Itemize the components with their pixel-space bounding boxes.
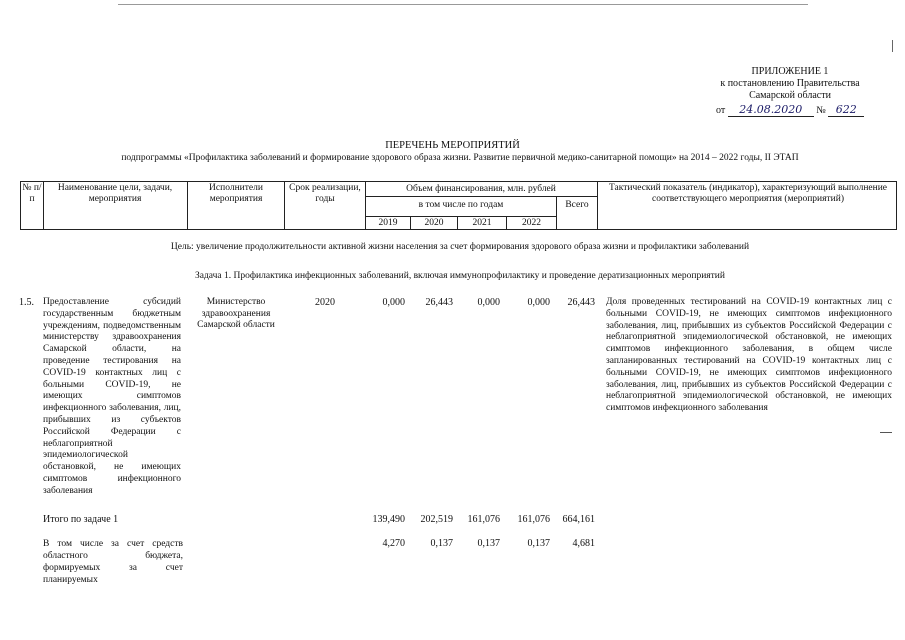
row-value-2021: 0,000 [477, 297, 500, 308]
total-value-2020: 202,519 [420, 514, 453, 525]
sub-value-2020: 0,137 [430, 538, 453, 549]
header-total: Всего [565, 200, 589, 210]
sub-value-total: 4,681 [572, 538, 595, 549]
row-term: 2020 [315, 297, 335, 308]
row-indicator: Доля проведенных тестирований на COVID-19 контактных лиц с больными COVID-19, не имеющих симптомов инфекционного заболевания, лиц, прибывших из субъектов Российской Федерации с неблагоприятной эпидемиологической обстановкой, не имеющих симптомов инфекционного заболевания, в общем числе запланированных тестирований на COVID-19 контактных лиц с больными COVID-19, не имеющих симптомов инфекционного заболевания, лиц, прибывших из субъектов Российской Федерации с неблагоприятной эпидемиологической обстановкой, не имеющих симптомов инфекционного заболевания [606, 297, 892, 414]
appendix-block [690, 66, 890, 102]
total-row-label: Итого по задаче 1 [43, 514, 119, 525]
sub-value-2021: 0,137 [477, 538, 500, 549]
appendix-line-1: к постановлению Правительства [720, 78, 860, 89]
goal-text: Цель: увеличение продолжительности активной жизни населения за счет формирования здорового образа жизни и профилактики заболеваний [170, 242, 750, 252]
header-name: Наименование цели, задачи, мероприятия [57, 183, 173, 204]
row-value-2019: 0,000 [382, 297, 405, 308]
row-name: Предоставление субсидий государственным бюджетным учреждениям, подведомственным министерству здравоохранения Самарской области, на проведение тестирования на COVID-19 контактных лиц с больными COVID-19, не имеющих симптомов инфекционного заболевания, лиц, прибывших из субъектов Российской Федерации с неблагоприятной эпидемиологической обстановкой, не имеющих симптомов инфекционного заболевания [43, 297, 181, 496]
document-title: ПЕРЕЧЕНЬ МЕРОПРИЯТИЙ [385, 140, 520, 151]
header-year-2019: 2019 [378, 218, 398, 228]
row-value-2022: 0,000 [527, 297, 550, 308]
header-year-2022: 2022 [522, 218, 541, 228]
total-value-2021: 161,076 [467, 514, 500, 525]
scan-edge-line [118, 4, 808, 5]
header-term: Срок реализации, годы [289, 183, 361, 204]
scan-edge-mark [892, 40, 893, 52]
sub-value-2022: 0,137 [527, 538, 550, 549]
number-label: № [816, 105, 826, 116]
header-year-2020: 2020 [424, 218, 444, 228]
task-text: Задача 1. Профилактика инфекционных заболеваний, включая иммунопрофилактику и проведение дератизационных мероприятий [195, 271, 725, 281]
appendix-date-line [716, 103, 886, 117]
handwritten-number: 622 [828, 103, 864, 117]
appendix-title: ПРИЛОЖЕНИЕ 1 [751, 66, 829, 77]
header-year-2021: 2021 [472, 218, 492, 228]
sub-row-label: В том числе за счет средств областного бюджета, формируемых за счет планируемых [43, 539, 183, 585]
row-executor: Министерство здравоохранения Самарской области [197, 297, 275, 330]
margin-mark [880, 432, 892, 433]
sub-value-2019: 4,270 [382, 538, 405, 549]
document-subtitle: подпрограммы «Профилактика заболеваний и формирование здорового образа жизни. Развитие первичной медико-санитарной помощи» на 2014 – 2022 годы, II ЭТАП [121, 153, 799, 163]
header-executor: Исполнители мероприятия [209, 183, 263, 204]
header-by-years: в том числе по годам [418, 200, 504, 210]
total-value-sum: 664,161 [562, 514, 595, 525]
from-label: от [716, 105, 726, 116]
handwritten-date: 24.08.2020 [728, 103, 814, 117]
row-number: 1.5. [19, 297, 34, 308]
header-num: № п/п [22, 183, 42, 204]
total-value-2019: 139,490 [372, 514, 405, 525]
header-indicator: Тактический показатель (индикатор), характеризующий выполнение соответствующего мероприятия (мероприятий) [608, 183, 888, 204]
row-value-2020: 26,443 [425, 297, 453, 308]
appendix-line-2: Самарской области [749, 90, 831, 101]
header-funding: Объем финансирования, млн. рублей [406, 184, 556, 194]
row-value-total: 26,443 [567, 297, 595, 308]
total-value-2022: 161,076 [517, 514, 550, 525]
